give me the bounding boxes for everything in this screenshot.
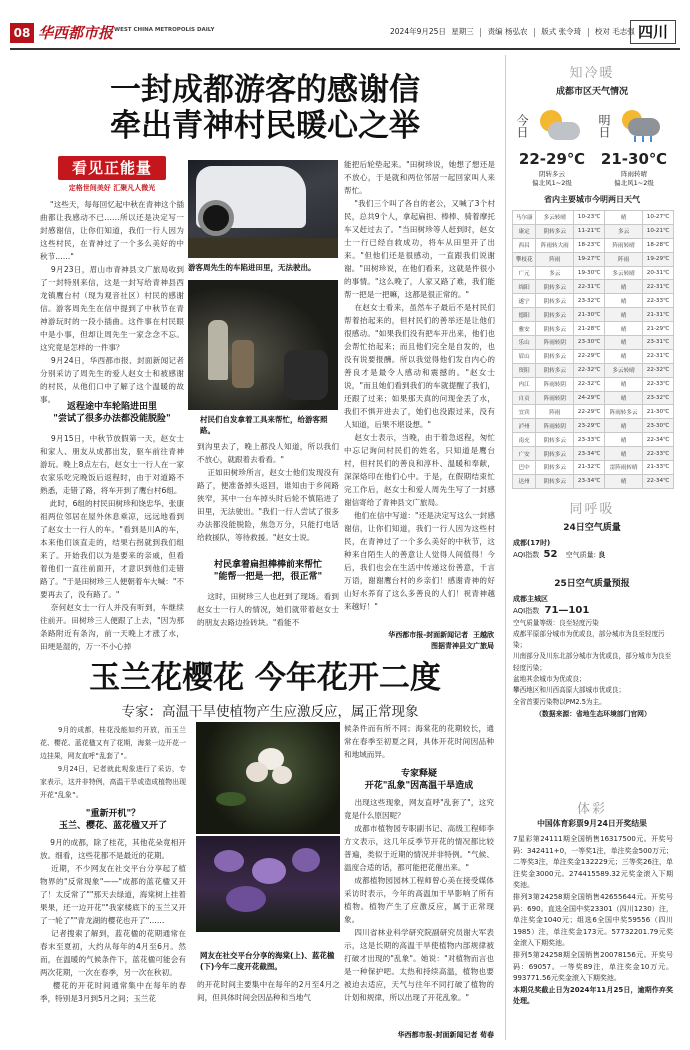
air-aqi-row — [513, 549, 673, 561]
weather-cell: 22-29℃ — [574, 405, 605, 419]
weather-cell: 德阳 — [513, 308, 536, 322]
proof-credit: 校对 毛志强 — [594, 27, 635, 36]
weather-cell: 广元 — [513, 266, 536, 280]
weather-cell: 22-33℃ — [643, 294, 674, 308]
story2-subhead1-line2: 玉兰、樱花、蓝花楹又开了 — [58, 821, 167, 831]
issue-date: 2024年9月25日 — [390, 27, 446, 36]
weather-row — [513, 308, 674, 322]
weather-cell: 马尔康 — [513, 211, 536, 225]
car-stuck-photo — [188, 160, 338, 258]
weather-cell: 宜宾 — [513, 405, 536, 419]
issue-weekday: 星期三 — [451, 27, 474, 36]
story1-subhead1-line2: "尝试了很多办法都没能脱险" — [53, 414, 171, 424]
weather-cell: 阴转多云 — [536, 461, 574, 475]
weather-cell: 阵雨 — [536, 405, 574, 419]
design-credit: 版式 张令琦 — [541, 27, 582, 36]
weather-cell: 19-27℃ — [574, 252, 605, 266]
weather-cell: 11-21℃ — [574, 224, 605, 238]
weather-cell: 10-21℃ — [643, 224, 674, 238]
weather-cell: 23-29℃ — [574, 419, 605, 433]
weather-cell: 巴中 — [513, 461, 536, 475]
weather-cell: 22-34℃ — [643, 474, 674, 488]
today-desc1: 阴转多云 — [539, 170, 565, 178]
weather-cell: 阵雨 — [536, 252, 574, 266]
weather-cell: 多云 — [536, 266, 574, 280]
province-weather-table — [512, 210, 674, 489]
weather-cell: 资阳 — [513, 363, 536, 377]
story2-subhead1 — [40, 808, 186, 832]
weather-cell: 10-23℃ — [574, 211, 605, 225]
story2-col3-intro: 候条件而有所不同；海棠花的花期较长，通常在春季至初夏之间，具体开花时间因品种和地域而异。 — [344, 724, 494, 759]
air-section-head: 同呼吸 — [569, 502, 615, 517]
weather-cell: 晴 — [605, 322, 643, 336]
newspaper-logo: 华西都市报 — [38, 24, 114, 42]
weather-row — [513, 211, 674, 225]
weather-cell: 阴转多云 — [536, 433, 574, 447]
weather-cell: 晴 — [605, 419, 643, 433]
weather-cell: 22-29℃ — [574, 349, 605, 363]
weather-cell: 晴 — [605, 433, 643, 447]
weather-row — [513, 433, 674, 447]
weather-cell: 21-33℃ — [643, 461, 674, 475]
weather-cell: 22-31℃ — [643, 349, 674, 363]
rain-cloud-icon — [618, 108, 662, 144]
weather-cell: 阴转多云 — [536, 224, 574, 238]
header-rule — [10, 48, 680, 50]
story1-col3-body: 能把后轮垫起来。"田树珍说，她想了想还是不放心，于是就和两位邻居一起回家叫人来帮忙。 "我们三个叫了各自的老公，又喊了3个村民，总共9个人，拿起扁担、棒棒、骑着摩托车又赶过去了。"当田树珍等人赶到时，赵女士一行已经自救成功，将车从田里开了出来。"但他们还是很感动，一直跟我们说谢谢。"田树珍说，在他们看来，这就是件很小的事情。"这么晚了，人家又路了难，我们能帮一把是一把嘛，这都是很正常的。" 在赵女士看来，虽然车子最后不是村民们帮着抬起来的，但村民们的善举还是让他们很感动。"如果我们没有把车开出来，他们也会帮忙抬起来；而且他们完全是自发的，也没有说要报酬。所以我觉得他们发自内心的善良才是最令人感动和震撼的。"赵女士说，"而且她们看到我们的车就提醒了我们，还跟了过来；如果那天真的问现金丢了水，我们不惧开进去了，她们也没跟过来，没有人知道，后果不堪设想。" 赵女士表示，当晚，由于着急返程，匆忙中忘记询问村民们的姓名，只知道是鹰台村，但村民们的善良和淳朴、温暖和奉献，深深烙印在他们心中。于是，在假期结束忙完工作后，赵女士和爱人周先生写了一封感谢信寄给了青神县文广旅局。 他们在信中写道："还是决定写这么一封感谢信，让你们知道，我们一行人因为这些村民，在青神过了一个多么美好的中秋节，这种来自陌生人的善意让人觉得人间值得！今后，我们也会在生活中传递这份善意，千言万语，谢谢鹰台村的乡亲们！感谢青神的好山好水养育了这么多善良的人们！祝青神越来越好！" — [344, 160, 496, 611]
weather-cell: 阵雨 — [605, 252, 643, 266]
story1-title-line2: 牵出青神村民暖心之举 — [110, 108, 420, 144]
weather-cell: 晴 — [605, 336, 643, 350]
weather-cell: 晴 — [605, 349, 643, 363]
weather-row — [513, 391, 674, 405]
weather-cell: 阵雨转晴 — [605, 238, 643, 252]
weather-cell: 阴转多云 — [536, 308, 574, 322]
lottery-results — [513, 834, 673, 1008]
today-label: 今日 — [515, 114, 529, 138]
lottery-pick5: 排列5第24258期全国销售20078156元。开奖号码：69057。一等奖89注，单注奖金10万元。993771.56元奖金滚入下期奖池。 — [513, 950, 673, 983]
weather-row — [513, 363, 674, 377]
tomorrow-temp: 21-30℃ — [600, 150, 668, 168]
air-aqi-label: AQI指数 — [513, 551, 540, 560]
weather-cell: 雷阵雨转晴 — [605, 461, 643, 475]
air-quality-label: 空气质量: — [565, 551, 596, 560]
weather-cell: 晴 — [605, 377, 643, 391]
weather-row — [513, 224, 674, 238]
weather-cell: 泸州 — [513, 419, 536, 433]
weather-cell: 晴 — [605, 474, 643, 488]
weather-cell: 24-29℃ — [574, 391, 605, 405]
weather-cell: 阵雨转阴 — [536, 377, 574, 391]
weather-cell: 22-33℃ — [643, 377, 674, 391]
story1-subhead2 — [197, 559, 339, 583]
weather-cell: 晴 — [605, 280, 643, 294]
story2-title: 玉兰花樱花 今年花开二度 — [89, 660, 441, 696]
weather-cell: 阴转多云 — [536, 474, 574, 488]
weather-row — [513, 377, 674, 391]
weather-cell: 阴转多云 — [536, 280, 574, 294]
story2-byline: 华西都市报-封面新闻记者 荀春 — [397, 1031, 494, 1039]
weather-today — [512, 102, 592, 190]
weather-row — [513, 447, 674, 461]
air-aqi-value: 52 — [543, 549, 558, 561]
story2-subhead2-line2: 开花"乱象"因高温干旱造成 — [364, 781, 474, 791]
story2-col1-body: 9月的成都，除了桂花，其他花朵竟相开放。细看，这些花都不是最近的花期。 近期，不少网友在社交平台分享起了植物界的"反常现象"——"成都的蓝花楹又开了！太反常了""那天去绿道，海棠树上挂着果果，还一边开花""我家楼底下的玉兰又开了一轮了""青龙湖的樱花也开了"…… 记者搜索了解到，蓝花楹的花期通常在春末至夏初，大约从每年的4月至6月。然而，在温暖的气候条件下，蓝花楹可能会有两次花期，一次在春季，另一次在秋初。 樱花的开花时间通常集中在每年的春季，特别是3月到5月之间；玉兰花 — [40, 838, 187, 1003]
weather-tomorrow — [594, 102, 674, 190]
weather-cell: 22-31℃ — [643, 280, 674, 294]
page-header — [10, 18, 680, 50]
weather-cell: 西昌 — [513, 238, 536, 252]
weather-cell: 阴转多云 — [536, 447, 574, 461]
weather-cell: 乐山 — [513, 336, 536, 350]
air-city: 成都(17时) — [513, 539, 551, 547]
weather-row — [513, 419, 674, 433]
weather-cell: 遂宁 — [513, 294, 536, 308]
story2-subhead1-line1: "重新开机"？ — [85, 809, 141, 819]
weather-cell: 23-31℃ — [643, 336, 674, 350]
story1-subhead2-line1: 村民拿着扁担棒棒前来帮忙 — [213, 560, 322, 570]
newspaper-logo-en: WEST CHINA METROPOLIS DAILY — [114, 27, 215, 33]
weather-row — [513, 238, 674, 252]
weather-cell: 22-34℃ — [643, 433, 674, 447]
story1-byline: 华西都市报-封面新闻记者 王越欣 图据青神县文广旅局 — [388, 631, 494, 650]
air-forecast-aqi-row — [513, 605, 673, 617]
weather-cell: 康定 — [513, 224, 536, 238]
air-quality-value: 良 — [598, 551, 606, 560]
weather-cell: 21-30℃ — [643, 405, 674, 419]
weather-cell: 阵雨转阴 — [536, 391, 574, 405]
weather-cell: 21-29℃ — [643, 322, 674, 336]
weather-cell: 20-31℃ — [643, 266, 674, 280]
weather-cell: 自贡 — [513, 391, 536, 405]
weather-cell: 晴 — [605, 447, 643, 461]
story1-subhead2-line2: "能帮一把是一把，很正常" — [213, 572, 323, 582]
weather-cell: 21-32℃ — [574, 461, 605, 475]
page-number: 08 — [10, 23, 34, 43]
weather-cell: 多云转晴 — [536, 211, 574, 225]
weather-cell: 21-28℃ — [574, 322, 605, 336]
weather-cell: 阴转多云 — [536, 363, 574, 377]
story2-subhead2 — [344, 768, 494, 792]
weather-cell: 多云转晴 — [605, 363, 643, 377]
weather-row — [513, 405, 674, 419]
air-source: （数据来源：省地生态环境部门官网） — [535, 709, 651, 718]
weather-cell: 晴 — [605, 211, 643, 225]
air-title: 24日空气质量 — [563, 523, 621, 533]
story1-title-line1: 一封成都游客的感谢信 — [110, 72, 420, 108]
weather-cell: 18-23℃ — [574, 238, 605, 252]
weather-cell: 22-32℃ — [574, 377, 605, 391]
story1-col2-body: 到沟里去了，晚上都没人知道，所以我们不放心，就跟着去看看。" 正如田树珍所言，赵女士他们发现没有路了，便准备掉头返回，谁知由于乡间路狭窄，其中一台车掉头时后轮不慎陷进了田里，无法驶出。"我们一行人尝试了很多办法都没能脱险，焦急万分，只能打电话给救援队，等待救援。"赵女士说。 — [197, 442, 340, 542]
weather-row — [513, 280, 674, 294]
tomorrow-desc1: 阵雨转晴 — [621, 170, 647, 178]
badge-title: 看见正能量 — [58, 156, 166, 180]
weather-cell: 22-31℃ — [574, 280, 605, 294]
air-today — [513, 538, 673, 562]
villagers-help-caption: 村民们自发拿着工具来帮忙，给游客照路。 — [200, 415, 328, 435]
weather-section-head: 知冷暖 — [569, 66, 615, 81]
story2-col1-intro: 9月的成都，桂花没能如约开放，而玉兰花、樱花、蓝花楹又有了花期，海棠一边开花一边挂果，网友直呼"乱套了"。 9月24日，记者就此观象进行了采访，专家表示，这并非特例，高温干旱或造成植物出现开花"乱象"。 — [40, 726, 186, 799]
weather-row — [513, 252, 674, 266]
story1-title — [30, 72, 500, 144]
air-forecast-title: 25日空气质量预报 — [554, 579, 630, 589]
story2-col2-body: 的开花时间主要集中在每年的2月至4月之间，但具体时间会因品种和当地气 — [197, 980, 340, 1002]
weather-row — [513, 294, 674, 308]
story2-subhead2-line1: 专家释疑 — [400, 769, 437, 779]
air-forecast-aqi-label: AQI指数 — [513, 607, 540, 616]
weather-row — [513, 322, 674, 336]
weather-cell: 达州 — [513, 474, 536, 488]
weather-title: 成都市区天气情况 — [555, 87, 628, 97]
lottery-7star: 7星彩第24111期全国销售16317500元。开奖号码：342411+0，一等奖1注，单注奖金500万元；二等奖3注，单注奖金132229元；三等奖26注，单注奖金3000元。274415589.32元奖金滚入下期奖池。 — [513, 835, 673, 890]
weather-cell: 多云转晴 — [605, 266, 643, 280]
positive-energy-badge — [58, 156, 166, 194]
weather-row — [513, 349, 674, 363]
car-stuck-caption: 游客周先生的车陷进田里，无法驶出。 — [188, 263, 316, 272]
weather-cell: 23-32℃ — [643, 391, 674, 405]
weather-cell: 阴转多云 — [536, 349, 574, 363]
weather-cell: 阵雨转大雨 — [536, 238, 574, 252]
story1-col2-body2: 这时，田树珍三人也赶到了现场。看到赵女士一行人的情况，她们就带着赵女士的朋友去路边捡砖块。"看能不 — [197, 592, 340, 627]
weather-cell: 10-27℃ — [643, 211, 674, 225]
weather-cell: 阵雨转阴 — [536, 336, 574, 350]
weather-cell: 23-34℃ — [574, 447, 605, 461]
lottery-title: 中国体育彩票9月24日开奖结果 — [537, 819, 647, 828]
air-forecast — [513, 594, 673, 720]
weather-cell: 多云 — [605, 224, 643, 238]
air-forecast-text: 空气质量等级：良至轻度污染 成都平原部分城市为优或良，部分城市为良至轻度污染； 川南部分及川东北部分城市为优或良，部分城市为良至轻度污染； 盆地其余城市为优或良； 攀西地区和川西高原大部城市优或良； 全省首要污染物以PM2.5为主。 — [513, 618, 672, 706]
weather-cell: 阴转多云 — [536, 322, 574, 336]
weather-cell: 阴转多云 — [536, 294, 574, 308]
weather-cell: 21-30℃ — [574, 308, 605, 322]
lottery-deadline: 本期兑奖截止日为2024年11月25日，逾期作弃奖处理。 — [513, 985, 673, 1006]
weather-cell: 晴 — [605, 294, 643, 308]
story1-subhead1 — [40, 401, 184, 425]
weather-cell: 广安 — [513, 447, 536, 461]
story1-subhead1-line1: 返程途中车轮陷进田里 — [66, 402, 157, 412]
weather-cell: 阵雨转多云 — [605, 405, 643, 419]
weather-cell: 内江 — [513, 377, 536, 391]
weather-cell: 23-30℃ — [574, 336, 605, 350]
story1-col1-intro: "这些天，每每回忆起中秋在青神这个插曲都让我感动不已……所以还是决定写一封感谢信，让你们知道，我们一行人因为这些村民，在青神过了一个多么美好的中秋节……" 9月23日，眉山市青神县文广旅局收到了一封特别来信，这是一封写给青神县西龙镇鹰台村（现为观音社区）村民的感谢信。游客周先生在信中提到了中秋节在青神游玩时的一段小插曲。这件事在村民眼中是小事，但却让周先生一家念念不忘。这究竟是怎样的一件事？ 9月24日，华西都市报、封面新闻记者分别采访了周先生的爱人赵女士和被感谢的村民，从他们口中了解了这个温暖的故事。 — [40, 200, 185, 404]
weather-cell: 晴 — [605, 308, 643, 322]
weather-cell: 南充 — [513, 433, 536, 447]
weather-cell: 21-31℃ — [643, 308, 674, 322]
weather-cell: 22-32℃ — [574, 363, 605, 377]
weather-cell: 18-28℃ — [643, 238, 674, 252]
weather-row — [513, 266, 674, 280]
jacaranda-photo — [196, 836, 340, 932]
weather-cell: 23-30℃ — [643, 419, 674, 433]
villagers-help-photo — [188, 280, 338, 410]
right-column-divider — [505, 55, 506, 1040]
weather-cell: 眉山 — [513, 349, 536, 363]
flower-photos-caption: 网友在社交平台分享的海棠(上)、蓝花楹(下)今年二度开花截图。 — [200, 951, 335, 971]
weather-cell: 23-33℃ — [574, 433, 605, 447]
weather-cell: 22-33℃ — [643, 447, 674, 461]
today-temp: 22-29℃ — [518, 150, 586, 168]
editor-credit: 责编 杨弘农 — [487, 27, 528, 36]
province-weather-title: 省内主要城市今明两日天气 — [544, 195, 640, 204]
lottery-section-head: 体彩 — [576, 802, 607, 817]
weather-cell: 23-32℃ — [574, 294, 605, 308]
today-desc2: 偏北风1~2级 — [532, 179, 572, 187]
weather-cell: 晴 — [605, 391, 643, 405]
section-name: 四川 — [630, 20, 676, 44]
badge-subtitle: 定格世间美好 汇聚凡人微光 — [68, 184, 156, 192]
weather-cell: 攀枝花 — [513, 252, 536, 266]
story1-col1-body: 9月15日，中秋节放假第一天，赵女士和家人、朋友从成都出发，驱车前往青神游玩。晚上8点左右，赵女士一行人在一家农家乐吃完晚饭后返程时，由于对道路不熟悉，走错了路，将车开到了鹰台村6组。 此时，6组的村民田树珍和饶忠华、张康祖两位邻居在屋外休息乘凉，远远地看到了赵女士一行人的车。"看到是川A的车，本来他们该直走的，结果右拐就到我们组来了。开始我们以为是要来的亲戚，但看着他们一直往前面开，才意识到他们走错路了。"于是田树珍三人便朝着车大喊："不要再去了，没有路了。" 奈何赵女士一行人并没有听到，车继续往前开。田树珍三人便跟了上去，"因为那条路附近有条沟，前一天晚上才涨了水，田埂是湿的，万一不小心掉 — [40, 434, 185, 651]
lottery-pick3: 排列3第24258期全国销售42655644元。开奖号码：690。直选全国中奖23301（四川1230）注，单注奖金1040元；组选6全国中奖59556（四川1985）注，单注奖金173元。57732201.79元奖金滚入下期奖池。 — [513, 892, 673, 948]
weather-cell: 22-32℃ — [643, 363, 674, 377]
story2-col3-body: 出现这些现象，网友直呼"乱套了"，这究竟是什么原因呢？ 成都市植物园专职副书记、高级工程师李方文表示，这几年反季节开花的情况都比较普遍，类似于近期的情况并非特例。"气候、温度合适的话，都可能把花催出来。" 成都植物园园林工程师曾心美在接受媒体采访时表示，今年的高温加干旱影响了所有植物。植物产生了应激反应，属于正常现象。 四川省林业科学研究院副研究员谢大军表示，这是长期的高温干旱使植物内部规律被打破才出现的"乱象"。她说："对植物而言也是一种保护吧。太热和持续高温，植物也要被迫去适应，天气与往年不同打破了植物的计划和规律，所以出现了开花乱象。" — [344, 798, 495, 1002]
story2-subtitle: 专家：高温干旱使植物产生应激反应，属正常现象 — [121, 704, 419, 720]
weather-row — [513, 474, 674, 488]
weather-cell: 绵阳 — [513, 280, 536, 294]
weather-cell: 19-29℃ — [643, 252, 674, 266]
begonia-photo — [196, 722, 340, 834]
tomorrow-desc2: 偏北风1~2级 — [614, 179, 654, 187]
weather-cell: 阵雨转阴 — [536, 419, 574, 433]
air-forecast-city: 成都主城区 — [513, 595, 548, 603]
weather-row — [513, 461, 674, 475]
weather-cell: 23-34℃ — [574, 474, 605, 488]
weather-cell: 19-30℃ — [574, 266, 605, 280]
weather-row — [513, 336, 674, 350]
header-meta — [390, 26, 635, 37]
air-forecast-aqi-value: 71—101 — [544, 605, 590, 617]
tomorrow-label: 明日 — [597, 114, 611, 138]
weather-cell: 雅安 — [513, 322, 536, 336]
sun-cloud-icon — [536, 108, 580, 144]
